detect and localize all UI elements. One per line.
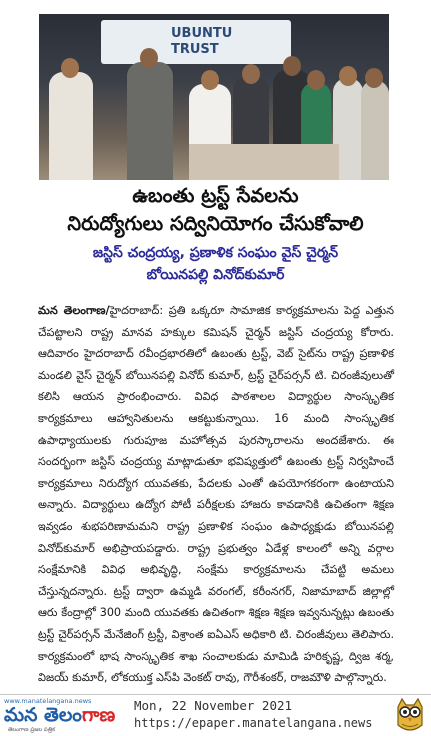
person-head — [140, 48, 158, 68]
epaper-url[interactable]: https://epaper.manatelangana.news — [134, 716, 373, 730]
footer — [0, 694, 431, 736]
person-head — [339, 66, 357, 86]
subheadline-line-1: జస్టిస్ చంద్రయ్య, ప్రణాళిక సంఘం వైస్ చైర్మన్ — [92, 245, 339, 261]
person-head — [283, 56, 301, 76]
logo-red-part: గాణ — [81, 704, 116, 726]
headline-line-2: నిరుద్యోగులు సద్వినియోగం చేసుకోవాలి — [67, 212, 364, 235]
person-head — [242, 64, 260, 84]
person-head — [61, 58, 79, 78]
person-figure — [127, 62, 173, 180]
article-dateline: మన తెలంగాణ/ — [38, 304, 110, 317]
person-figure — [361, 80, 389, 180]
article-text: హైదరాబాద్: ప్రతి ఒక్కరూ సామాజిక కార్యక్రమాలను పెద్ద ఎత్తున చేపట్టాలని రాష్ట్ర మానవ హక్కుల కమిషన్ చైర్మన్ జస్టిస్ చంద్రయ్య కోరారు. ఆదివారం హైదరాబాద్ రవీంద్రభారతిలో ఉబంతు ట్రస్ట్, వెబ్ సైట్‌ను రాష్ట్ర ప్రణాళిక మండలి వైస్ చైర్మన్ బోయినపల్లి వినోద్ కుమార్, ట్రస్ట్ చైర్‌పర్సన్ టి. చిరంజీవులుతో కలిసి ఆయన ప్రారంభించారు. వివిధ పాఠశాలల విద్యార్థుల సాంస్కృతిక కార్యక్రమాలు ఆహ్వానితులను ఆకట్టుకున్నాయి. 16 మంది సాంస్కృతిక ఉపాధ్యాయులకు గురుపూజ మహోత్సవ పురస్కారాలను అందజేశారు. ఈ సందర్భంగా జస్టిస్ చంద్రయ్య మాట్లాడుతూ భవిష్యత్తులో ఉబంతు ట్రస్ట్ నిర్వహించే కార్యక్రమాలు నిరుద్యోగ యువతకు, పేదలకు ఎంతో ఉపయోగకరంగా ఉంటాయని అన్నారు. విద్యార్థులు ఉద్యోగ పోటీ పరీక్షలకు హాజరు కావడానికి ఉచితంగా శిక్షణ ఇవ్వడం శుభపరిణామమని రాష్ట్ర ప్రణాళిక సంఘం ఉపాధ్యక్షుడు బోయినపల్లి వినోద్‌కుమార్ అభిప్రాయపడ్డారు. రాష్ట్ర ప్రభుత్వం ఏడేళ్ల కాలంలో అన్ని వర్గాల సంక్షేమానికి వివిధ అభివృద్ధి, సంక్షేమ కార్యక్రమాలను చేపట్టి అమలు చేస్తున్నదన్నారు. ట్రస్ట్ ద్వారా ఉమ్మడి వరంగల్, కరీంనగర్, నిజామాబాద్ జిల్లాల్లో ఆరు కేంద్రాల్లో 300 మంది యువతకు ఉచితంగా శిక్షణ శిక్షణ ఇవ్వనున్నట్లు ఉబంతు ట్రస్ట్ చైర్‌పర్సన్ మేనేజింగ్ ట్రస్టీ, విశ్రాంత ఐఏఎస్ అధికారి టి. చిరంజీవులు తెలిపారు. కార్యక్రమంలో భాష సాంస్కృతిక శాఖ సంచాలకుడు మామిడి హరికృష్ణ, ద్విజ శర్మ, విజయ్ కుమార్, లోకయుక్త ఎస్‌పి వెంకట్ రావు, గౌరీశంకర్, రాజమౌళి పాల్గొన్నారు. — [38, 304, 394, 685]
person-figure — [49, 72, 93, 180]
publication-date: Mon, 22 November 2021 — [134, 698, 293, 713]
person-head — [201, 70, 219, 90]
event-photo — [39, 14, 389, 180]
banner-text: UBUNTU TRUST — [171, 26, 233, 57]
logo-blue-part: మన తెలం — [4, 704, 82, 726]
person-head — [307, 70, 325, 90]
stage-table — [189, 144, 339, 180]
stage-banner — [101, 20, 291, 64]
headline-line-1: ఉబంతు ట్రస్ట్ సేవలను — [132, 184, 299, 207]
article-body — [38, 300, 394, 689]
subheadline-line-2: బోయినపల్లి వినోద్‌కుమార్ — [146, 267, 285, 283]
logo-tagline: తెలంగాణ ప్రజల పత్రిక — [8, 727, 55, 733]
logo-website: www.manatelangana.news — [4, 697, 92, 705]
person-head — [365, 68, 383, 88]
owl-icon — [392, 695, 428, 735]
